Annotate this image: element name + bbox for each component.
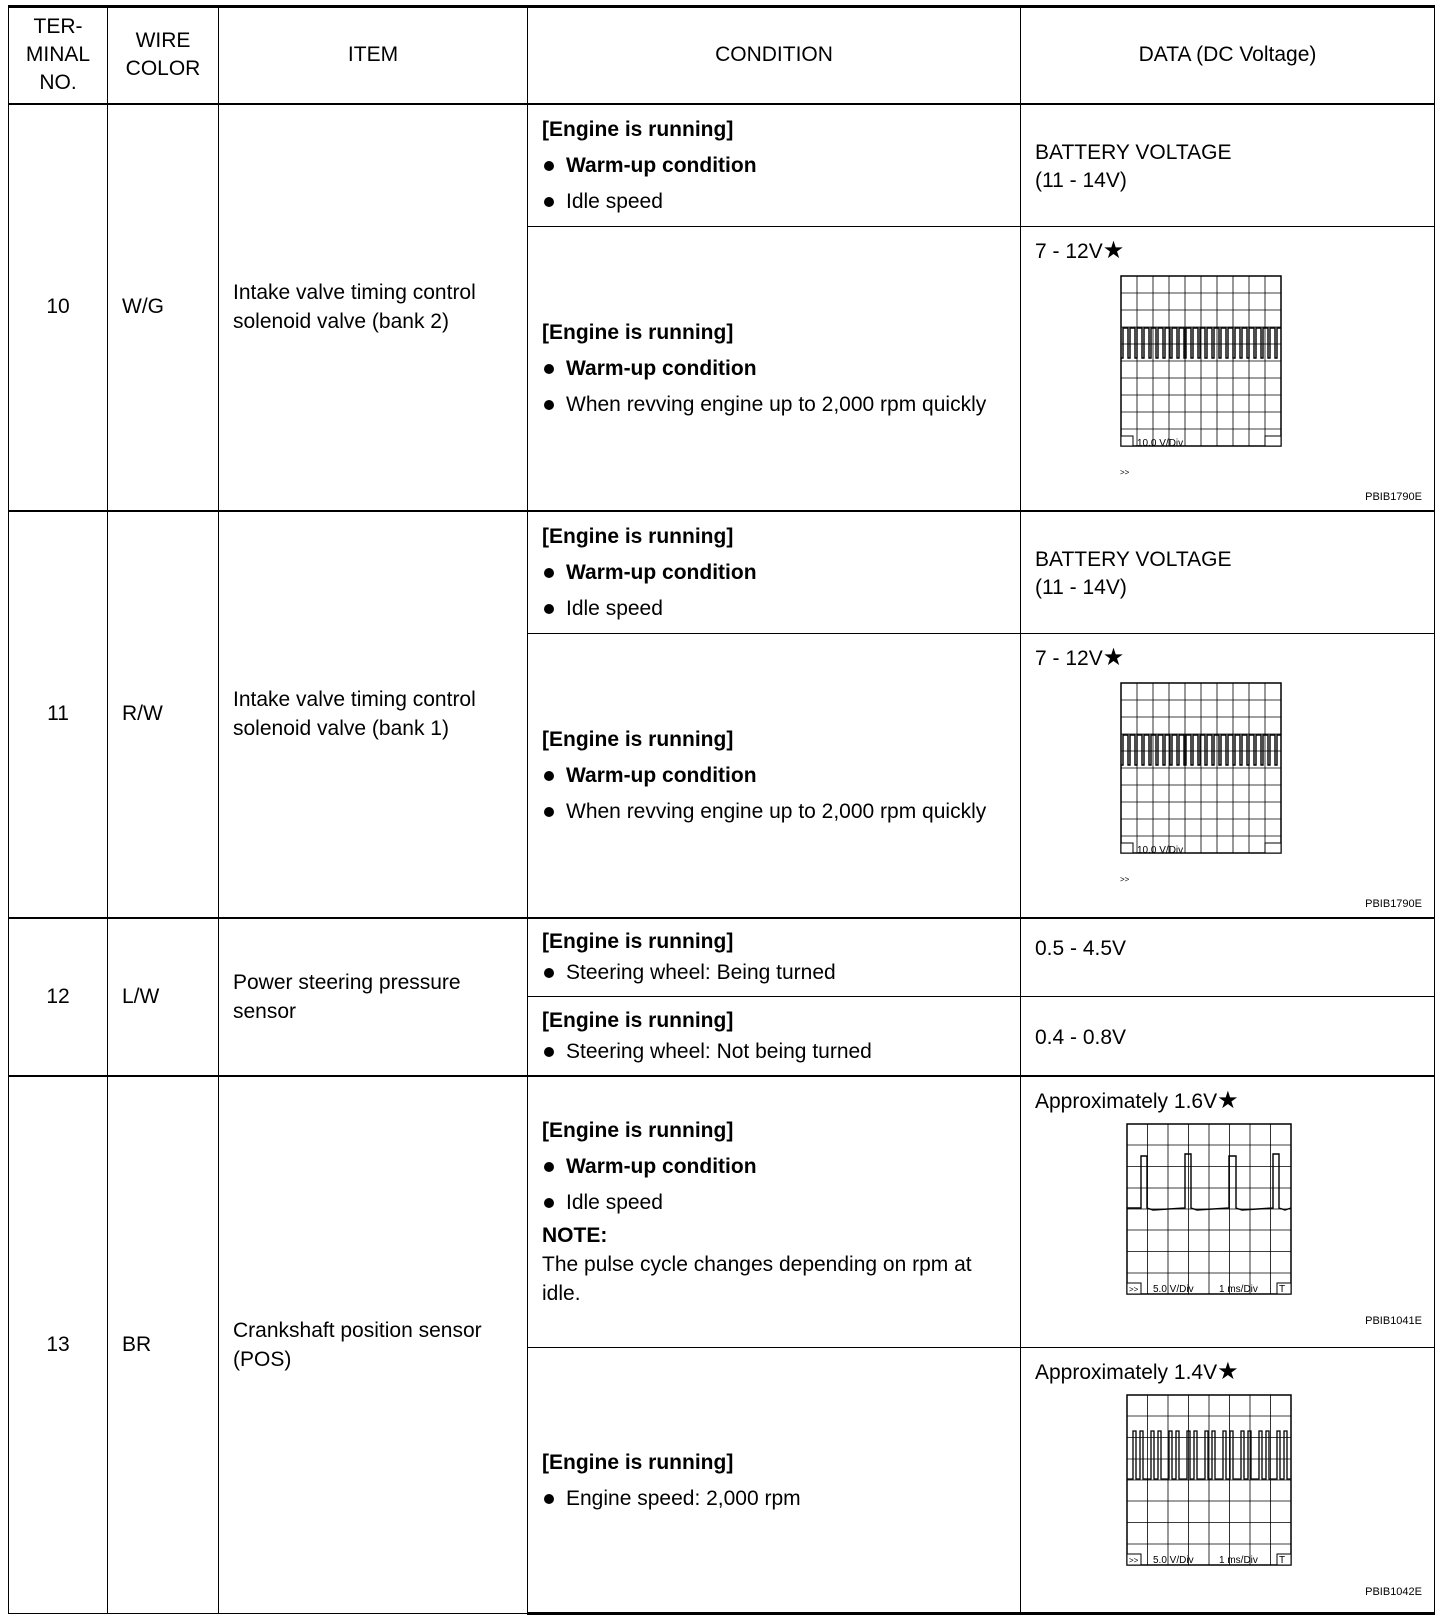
wire-color: R/W [108, 511, 219, 918]
condition-bullet: When revving engine up to 2,000 rpm quickly [542, 390, 1008, 419]
table-row [9, 1076, 1435, 1348]
data-cell [1021, 1076, 1435, 1348]
condition-cell [528, 104, 1021, 227]
condition-head: [Engine is running] [542, 930, 734, 954]
header-terminal-line-3: NO. [39, 71, 77, 95]
condition-head: [Engine is running] [542, 524, 734, 548]
oscilloscope-waveform [1035, 270, 1423, 486]
scope-label: 5.0 V/Div [1153, 1283, 1194, 1295]
condition-bullet: Idle speed [542, 1188, 1008, 1217]
terminal-data-table [8, 5, 1435, 1615]
scope-label: 10.0 V/Div [1137, 844, 1184, 856]
item-line: Intake valve timing control [233, 281, 476, 304]
data-value: Approximately 1.4V [1035, 1361, 1218, 1384]
table-row [9, 918, 1435, 997]
condition-head: [Engine is running] [542, 117, 734, 141]
note-text: The pulse cycle changes depending on rpm at idle. [542, 1252, 972, 1305]
data-line: BATTERY VOLTAGE [1035, 141, 1232, 164]
item-cell [219, 104, 528, 511]
header-terminal-line-2: MINAL [25, 43, 91, 67]
scope-label: 5.0 V/Div [1153, 1555, 1194, 1566]
terminal-no: 13 [9, 1076, 108, 1614]
condition-bullet: When revving engine up to 2,000 rpm quickly [542, 797, 1008, 826]
data-cell [1021, 104, 1435, 227]
table-row [9, 511, 1435, 634]
figure-id: PBIB1042E [1365, 1586, 1422, 1598]
figure-id: PBIB1790E [1365, 897, 1422, 910]
star-icon: ★ [1102, 643, 1125, 671]
item-line: solenoid valve (bank 1) [233, 717, 449, 740]
condition-bullet: Idle speed [542, 187, 1008, 216]
condition-bullet: Warm-up condition [542, 761, 1008, 790]
condition-bullet: Engine speed: 2,000 rpm [542, 1484, 1008, 1513]
terminal-no: 10 [9, 104, 108, 511]
header-wire-line-2: COLOR [125, 57, 201, 81]
data-cell [1021, 997, 1435, 1076]
note-heading: NOTE: [542, 1223, 608, 1247]
figure-id: PBIB1041E [1365, 1314, 1422, 1327]
data-value: 7 - 12V [1035, 239, 1103, 263]
condition-cell [528, 511, 1021, 634]
data-line: (11 - 14V) [1035, 576, 1127, 599]
item-cell [219, 1076, 528, 1614]
condition-bullet: Steering wheel: Not being turned [542, 1037, 1008, 1066]
terminal-no: 11 [9, 511, 108, 918]
wire-color: W/G [108, 104, 219, 511]
condition-bullet: Warm-up condition [542, 1152, 1008, 1181]
data-value: 7 - 12V [1035, 646, 1103, 670]
item-cell [219, 918, 528, 1076]
scope-chevron-icon: >> [1120, 467, 1130, 477]
item-line: Intake valve timing control [233, 688, 476, 711]
scope-time-label: 1 ms/Div [1219, 1283, 1258, 1295]
condition-head: [Engine is running] [542, 1118, 734, 1142]
header-condition: CONDITION [528, 7, 1021, 104]
data-cell [1021, 918, 1435, 997]
star-icon: ★ [1102, 236, 1125, 264]
header-data: DATA (DC Voltage) [1021, 7, 1435, 104]
figure-id: PBIB1790E [1365, 490, 1422, 503]
condition-head: [Engine is running] [542, 1008, 734, 1032]
condition-bullet: Steering wheel: Being turned [542, 958, 1008, 987]
oscilloscope-waveform [1035, 1391, 1423, 1581]
data-cell [1021, 226, 1435, 511]
star-icon: ★ [1217, 1358, 1239, 1385]
terminal-data-table-container [8, 5, 1434, 1615]
item-line: Crankshaft position sensor [233, 1318, 482, 1342]
item-line: solenoid valve (bank 2) [233, 310, 449, 333]
item-line: sensor [233, 999, 297, 1023]
oscilloscope-waveform [1035, 677, 1423, 893]
wire-color: BR [108, 1076, 219, 1614]
scope-chevron-icon: >> [1120, 874, 1130, 884]
scope-chevron-icon: >> [1129, 1284, 1139, 1294]
condition-head: [Engine is running] [542, 727, 734, 751]
item-line: (POS) [233, 1347, 292, 1371]
terminal-no: 12 [9, 918, 108, 1076]
condition-cell [528, 918, 1021, 997]
header-terminal-line-1: TER- [33, 15, 83, 39]
header-item: ITEM [219, 7, 528, 104]
header-terminal-no [9, 7, 108, 104]
data-line: (11 - 14V) [1035, 169, 1127, 192]
scope-label: 10.0 V/Div [1137, 437, 1184, 449]
data-cell [1021, 633, 1435, 918]
condition-cell [528, 226, 1021, 511]
header-wire-color [108, 7, 219, 104]
wire-color: L/W [108, 918, 219, 1076]
item-line: Power steering pressure [233, 970, 461, 994]
header-row [9, 7, 1435, 104]
condition-cell [528, 1348, 1021, 1614]
condition-bullet: Warm-up condition [542, 151, 1008, 180]
scope-trigger-icon: T [1279, 1283, 1286, 1295]
condition-head: [Engine is running] [542, 320, 734, 344]
data-cell [1021, 511, 1435, 634]
header-wire-line-1: WIRE [135, 29, 191, 53]
item-cell [219, 511, 528, 918]
condition-cell [528, 633, 1021, 918]
oscilloscope-waveform [1035, 1120, 1423, 1310]
condition-cell [528, 1076, 1021, 1348]
scope-trigger-icon: T [1279, 1555, 1286, 1566]
data-value: 0.4 - 0.8V [1035, 1025, 1127, 1049]
condition-cell [528, 997, 1021, 1076]
data-line: BATTERY VOLTAGE [1035, 548, 1232, 571]
condition-head: [Engine is running] [542, 1450, 734, 1474]
data-cell [1021, 1348, 1435, 1614]
scope-time-label: 1 ms/Div [1219, 1555, 1258, 1566]
data-value: Approximately 1.6V [1035, 1089, 1218, 1113]
condition-bullet: Warm-up condition [542, 354, 1008, 383]
condition-bullet: Warm-up condition [542, 558, 1008, 587]
table-row [9, 104, 1435, 227]
star-icon: ★ [1217, 1086, 1239, 1114]
condition-bullet: Idle speed [542, 594, 1008, 623]
data-value: 0.5 - 4.5V [1035, 936, 1127, 960]
scope-chevron-icon: >> [1129, 1556, 1139, 1565]
